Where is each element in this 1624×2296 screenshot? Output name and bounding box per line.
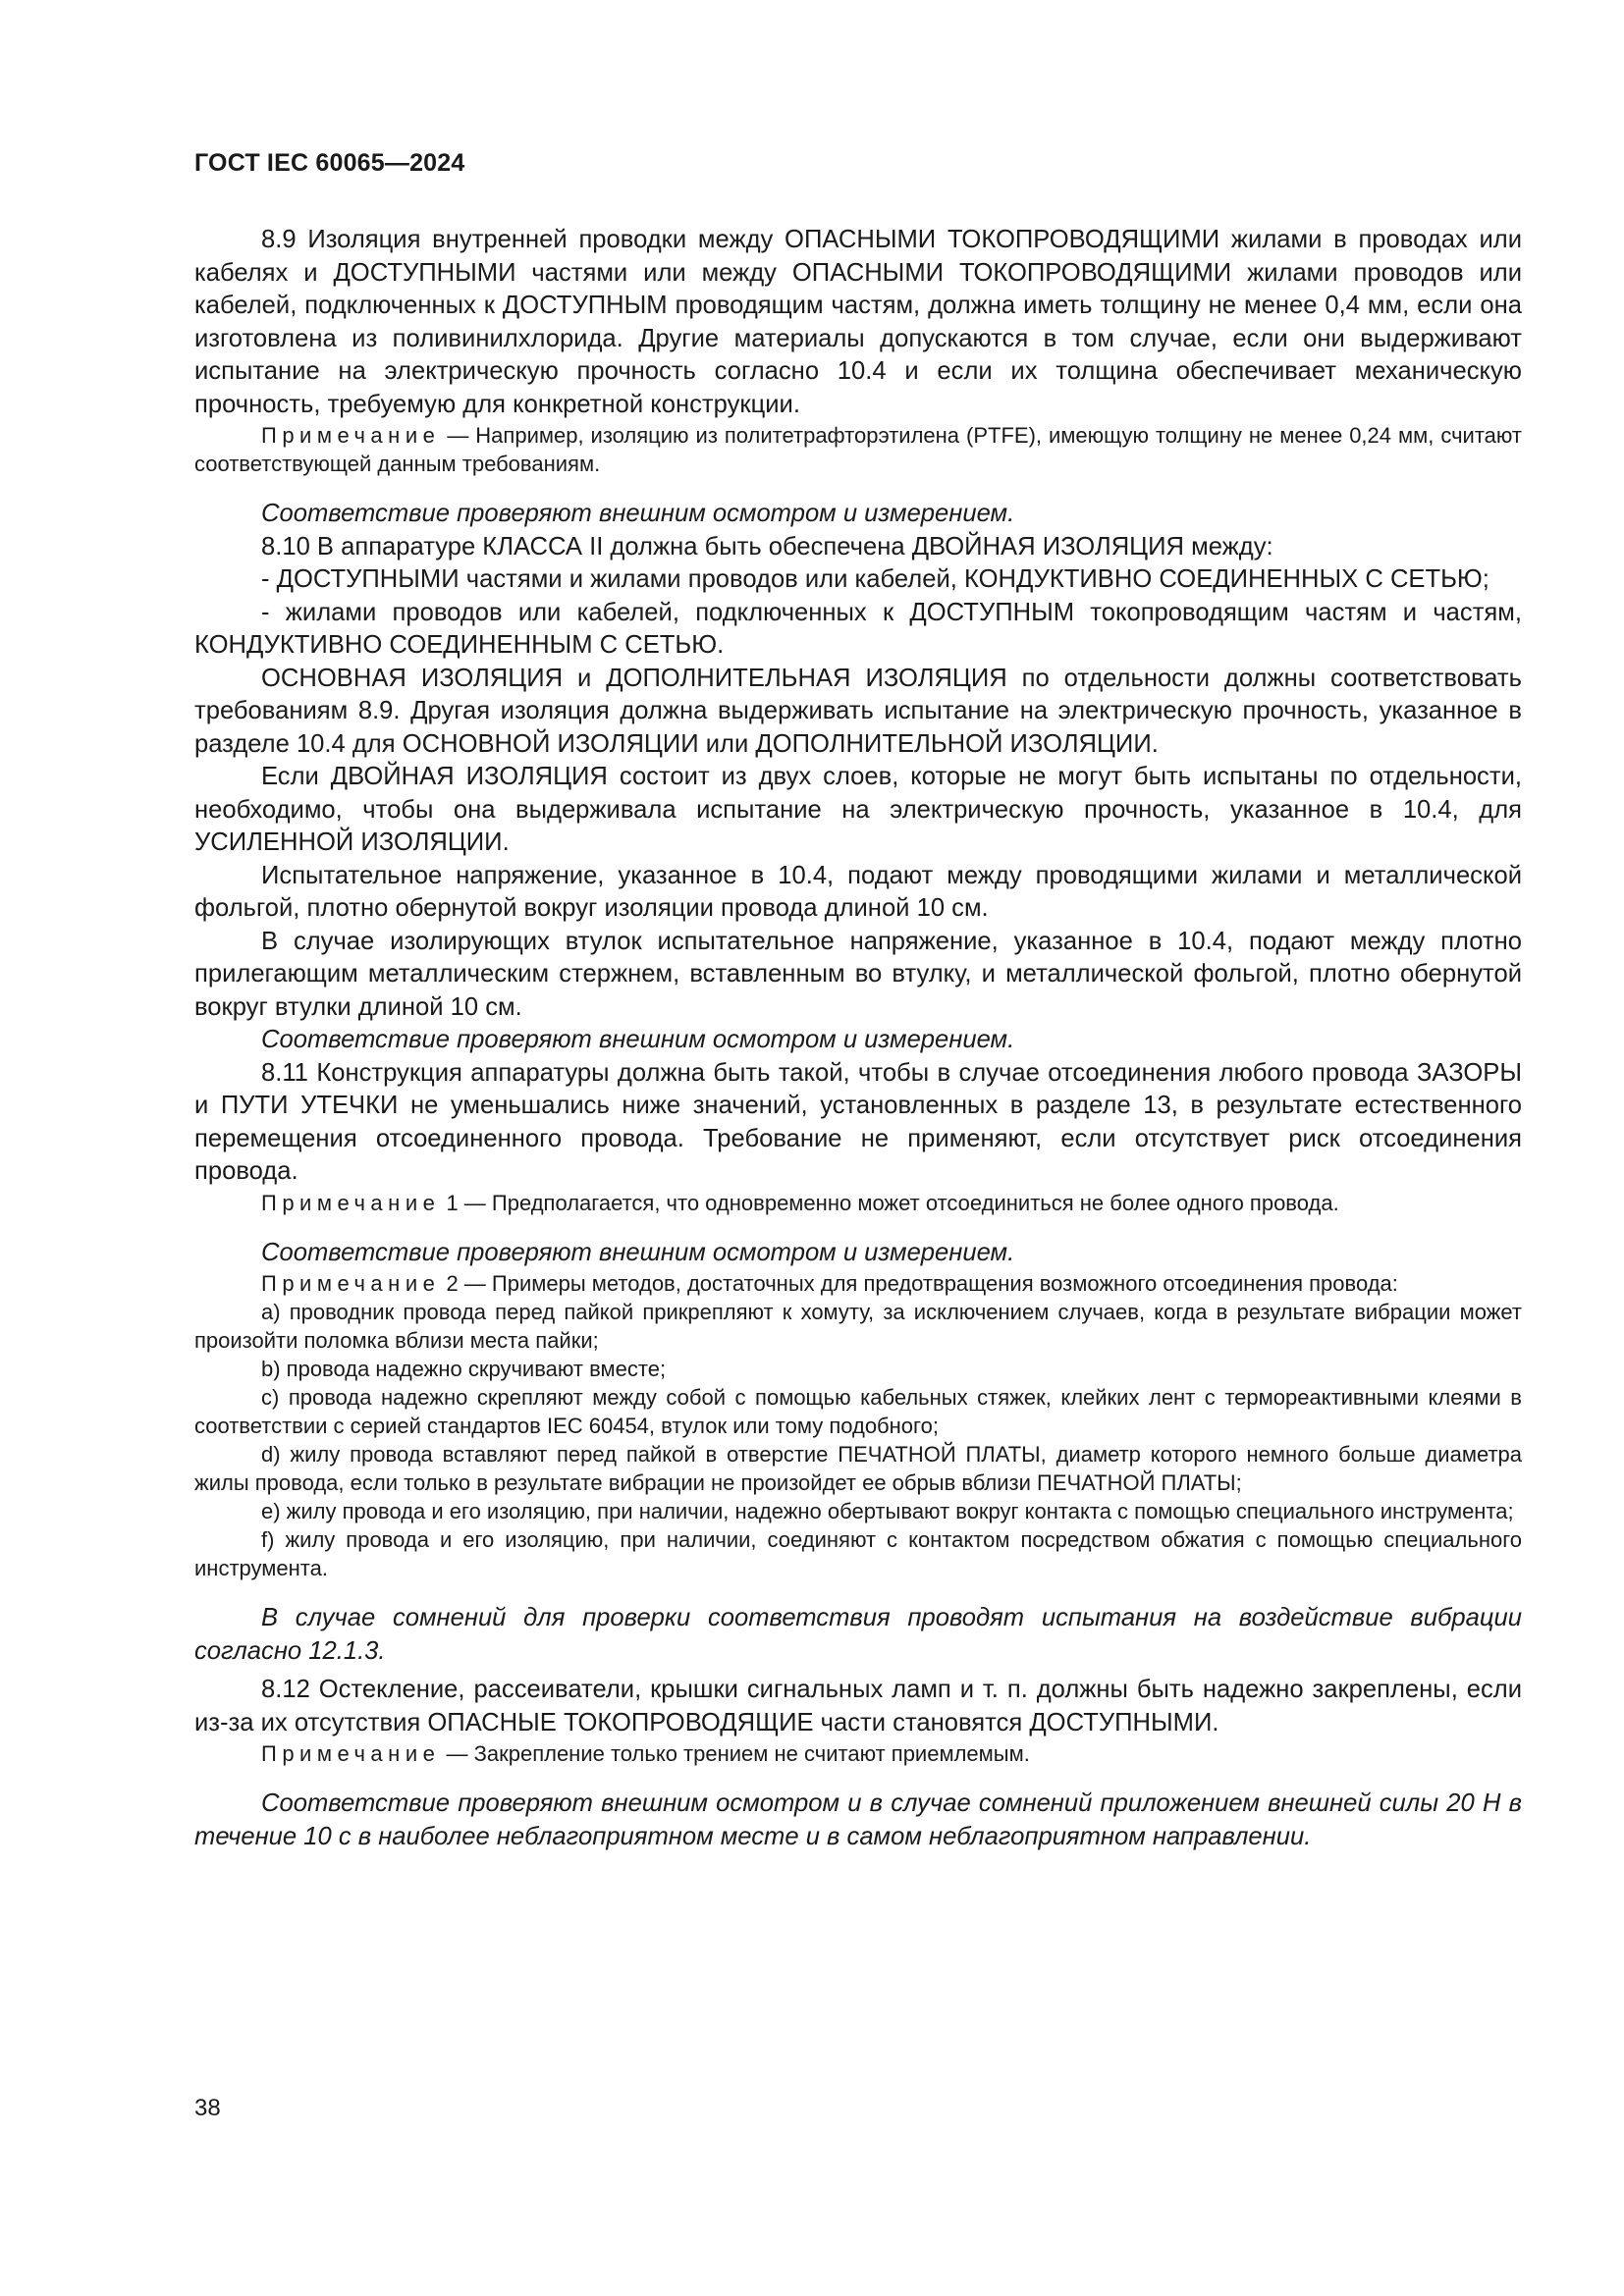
note-item-a: a) проводник провода перед пайкой прикрепляют к хомуту, за исключением случаев, когда в результате вибрации может произойти поломка вблизи места пайки; [194,1300,1522,1353]
clause-8-10-para-6: В случае изолирующих втулок испытательное напряжение, указанное в 10.4, подают между плотно прилегающим металлическим стержнем, вставленным во втулку, и металлической фольгой, плотно обернутой вокруг втулки длиной 10 см. [194,927,1522,1021]
document-body [194,224,1522,1853]
clause-8-9: 8.9 Изоляция внутренней проводки между ОПАСНЫМИ ТОКОПРОВОДЯЩИМИ жилами в проводах или кабелях и ДОСТУПНЫМИ частями или между ОПАСНЫМИ ТОКОПРОВОДЯЩИМИ жилами проводов или кабелей, подключенных к ДОСТУПНЫМ проводящим частям, должна иметь толщину не менее 0,4 мм, если она изготовлена из поливинилхлорида. Другие материалы допускаются в том случае, если они выдерживают испытание на электрическую прочность согласно 10.4 и если их толщина обеспечивает механическую прочность, требуемую для конкретной конструкции. [194,226,1522,418]
note-text: 1 — Предполагается, что одновременно может отсоединиться не более одного провода. [440,1190,1339,1215]
document-header: ГОСТ IEC 60065—2024 [194,149,465,177]
note-item-c: c) провода надежно скрепляют между собой с помощью кабельных стяжек, клейких лент с термореактивными клеями в соответствии с серией стандартов IEC 60454, втулок или тому подобного; [194,1385,1522,1438]
note-item-f: f) жилу провода и его изоляцию, при наличии, соединяют с контактом посредством обжатия с помощью специального инструмента. [194,1527,1522,1580]
note-label: Примечание [261,1271,441,1296]
note-8-11-2 [194,1269,1522,1298]
compliance-check-3: Соответствие проверяют внешним осмотром и измерением. [261,1238,1015,1266]
clause-8-10-item-a: - ДОСТУПНЫМИ частями и жилами проводов или кабелей, КОНДУКТИВНО СОЕДИНЕННЫХ С СЕТЬЮ; [261,565,1489,593]
note-text: 2 — Примеры методов, достаточных для предотвращения возможного отсоединения провода: [440,1271,1398,1296]
note-label: Примечание [261,1190,441,1215]
clause-8-10-para-5: Испытательное напряжение, указанное в 10.4, подают между проводящими жилами и металлической фольгой, плотно обернутой вокруг изоляции провода длиной 10 см. [194,861,1522,922]
note-item-d: d) жилу провода вставляют перед пайкой в отверстие ПЕЧАТНОЙ ПЛАТЫ, диаметр которого немного больше диаметра жилы провода, если только в результате вибрации не произойдет ее обрыв вблизи ПЕЧАТНОЙ ПЛАТЫ; [194,1442,1522,1495]
note-8-9 [194,421,1522,478]
clause-8-10: 8.10 В аппаратуре КЛАССА II должна быть обеспечена ДВОЙНАЯ ИЗОЛЯЦИЯ между: [261,532,1273,561]
compliance-check-4: В случае сомнений для проверки соответствия проводят испытания на воздействие вибрации согласно 12.1.3. [194,1604,1522,1665]
clause-8-10-item-b: - жилами проводов или кабелей, подключенных к ДОСТУПНЫМ токопроводящим частям и частям, КОНДУКТИВНО СОЕДИНЕННЫМ С СЕТЬЮ. [194,598,1522,659]
note-item-b: b) провода надежно скручивают вместе; [261,1357,667,1381]
clause-8-11: 8.11 Конструкция аппаратуры должна быть такой, чтобы в случае отсоединения любого провода ЗАЗОРЫ и ПУТИ УТЕЧКИ не уменьшались ниже значений, установленных в разделе 13, в результате естественного перемещения отсоединенного провода. Требование не применяют, если отсутствует риск отсоединения провода. [194,1058,1522,1185]
clause-8-10-para-3: ОСНОВНАЯ ИЗОЛЯЦИЯ и ДОПОЛНИТЕЛЬНАЯ ИЗОЛЯЦИЯ по отдельности должны соответствовать требованиям 8.9. Другая изоляция должна выдерживать испытание на электрическую прочность, указанное в разделе 10.4 для ОСНОВНОЙ ИЗОЛЯЦИИ или ДОПОЛНИТЕЛЬНОЙ ИЗОЛЯЦИИ. [194,664,1522,758]
page-number: 38 [194,2095,221,2121]
compliance-check-1: Соответствие проверяют внешним осмотром и измерением. [261,500,1015,527]
clause-8-12: 8.12 Остекление, рассеиватели, крышки сигнальных ламп и т. п. должны быть надежно закреплены, если из-за их отсутствия ОПАСНЫЕ ТОКОПРОВОДЯЩИЕ части становятся ДОСТУПНЫМИ. [194,1676,1522,1736]
note-label: Примечание [261,423,441,448]
note-text: — Например, изоляцию из политетрафторэтилена (PTFE), имеющую толщину не менее 0,24 мм, считают соответствующей данным требованиям. [194,423,1522,476]
note-text: — Закрепление только трением не считают приемлемым. [440,1741,1030,1766]
note-item-e: e) жилу провода и его изоляцию, при наличии, надежно обертывают вокруг контакта с помощью специального инструмента; [261,1499,1514,1523]
compliance-check-2: Соответствие проверяют внешним осмотром и измерением. [261,1026,1015,1053]
note-8-12 [194,1739,1522,1768]
note-label: Примечание [261,1741,441,1766]
compliance-check-5: Соответствие проверяют внешним осмотром и в случае сомнений приложением внешней силы 20 Н в течение 10 с в наиболее неблагоприятном месте и в самом неблагоприятном направлении. [194,1789,1522,1850]
clause-8-10-para-4: Если ДВОЙНАЯ ИЗОЛЯЦИЯ состоит из двух слоев, которые не могут быть испытаны по отдельности, необходимо, чтобы она выдерживала испытание на электрическую прочность, указанное в 10.4, для УСИЛЕННОЙ ИЗОЛЯЦИИ. [194,763,1522,856]
note-8-11-1 [194,1189,1522,1217]
